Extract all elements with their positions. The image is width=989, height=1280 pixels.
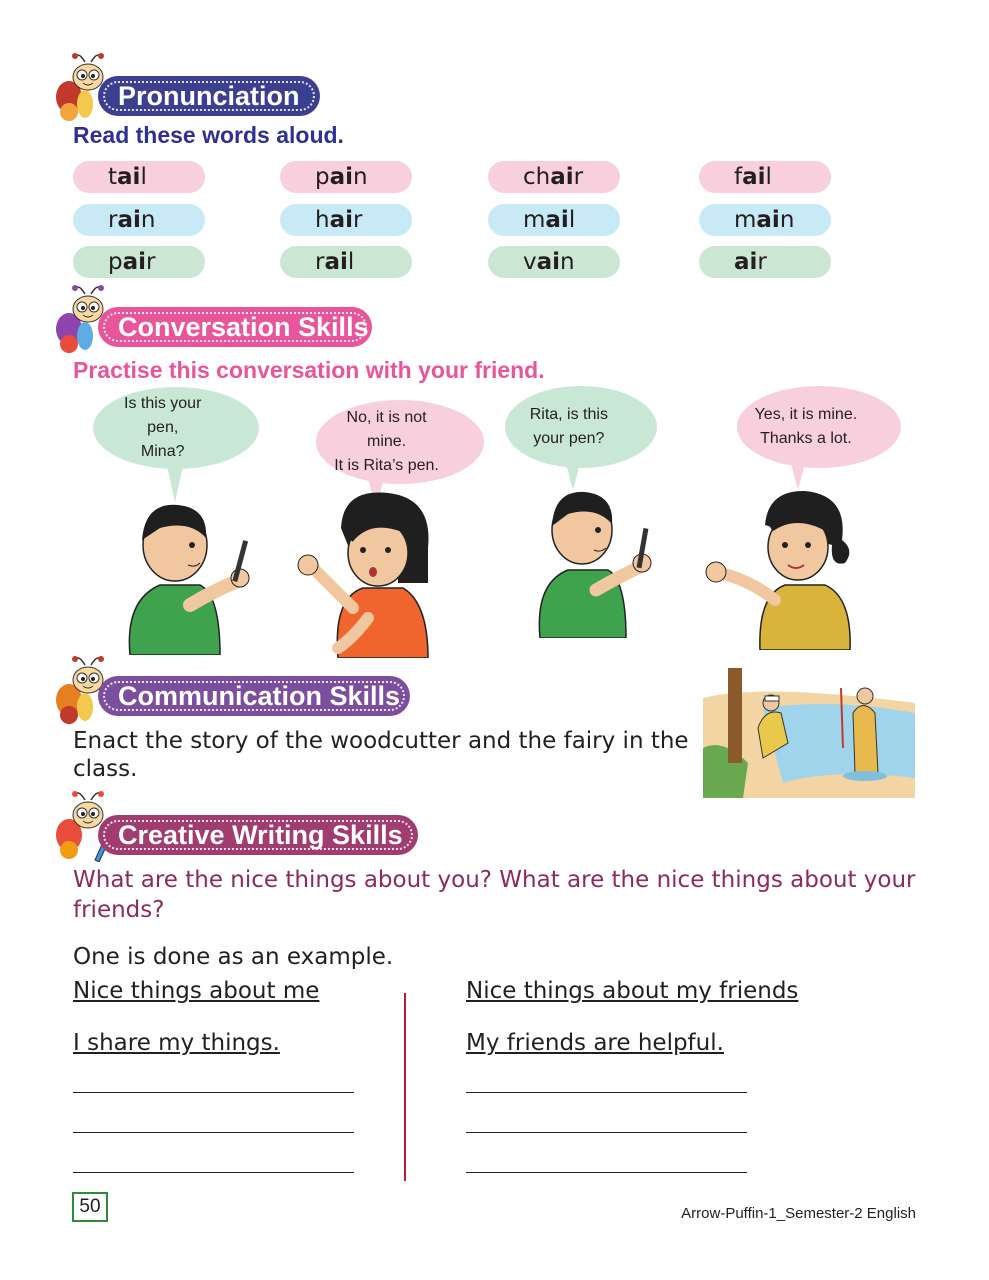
word-pill [699,161,831,193]
word-suffix: r [352,207,363,233]
speech-bubble-3 [505,386,657,468]
left-writing-line[interactable] [73,1172,354,1173]
word-prefix: t [108,164,118,190]
word-pill [280,246,412,278]
word-prefix: r [315,249,325,275]
communication-banner [98,676,410,716]
communication-text-line1: Enact the story of the woodcutter and the fairy in the [73,728,689,754]
book-title: Arrow-Puffin-1_Semester-2 English [681,1205,916,1222]
communication-text-line2: class. [73,756,138,782]
bubble-3-line1: Rita, is this [529,406,608,423]
left-column-example: I share my things. [73,1030,280,1056]
creative-question-line1: What are the nice things about you? What are the nice things about your [73,867,916,893]
word-pill [280,204,412,236]
word-vowel-pair: ai [734,249,758,275]
word-pill [488,246,620,278]
word-suffix: n [140,207,156,233]
word-pill [73,161,205,193]
word-prefix: r [108,207,118,233]
communication-title: Communication Skills [118,681,401,711]
woodcutter-and-fairy-illustration [703,668,915,798]
word-prefix: m [734,207,757,233]
left-column-heading: Nice things about me [73,978,320,1004]
word-pill [699,204,831,236]
girl-rita-illustration [700,485,865,650]
boy-holding-pen-illustration [120,490,270,655]
word-vowel-pair: ai [117,207,141,233]
conversation-title: Conversation Skills [118,312,369,342]
creative-title: Creative Writing Skills [118,820,403,850]
word-suffix: l [765,164,772,190]
girl-mina-illustration [293,488,443,658]
word-pill [488,161,620,193]
bubble-3-line2: your pen? [533,430,605,447]
conversation-instruction: Practise this conversation with your friend. [73,357,545,383]
word-vowel-pair: ai [756,207,780,233]
word-suffix: r [146,249,156,275]
word-pill [699,246,831,278]
bubble-2-line1: No, it is not mine. [346,409,427,450]
speech-bubble-1 [93,387,259,469]
conversation-banner [98,307,372,347]
bubble-1-line1: Is this your pen, [124,395,202,436]
word-prefix: p [315,164,330,190]
bubble-4-line1: Yes, it is mine. [754,406,858,423]
word-suffix: l [347,249,355,275]
word-prefix: ch [523,164,551,190]
word-prefix: m [523,207,546,233]
pronunciation-banner [98,76,320,116]
speech-bubble-2 [316,400,484,484]
right-writing-line[interactable] [466,1092,747,1093]
left-writing-line[interactable] [73,1092,354,1093]
word-vowel-pair: ai [122,249,147,275]
word-vowel-pair: ai [329,164,354,190]
example-note: One is done as an example. [73,944,394,970]
word-vowel-pair: ai [329,207,353,233]
pronunciation-title: Pronunciation [118,81,300,111]
word-prefix: p [108,249,123,275]
bubble-4-line2: Thanks a lot. [760,430,852,447]
left-writing-line[interactable] [73,1132,354,1133]
word-vowel-pair: ai [324,249,348,275]
creative-banner [98,815,418,855]
word-suffix: r [573,164,584,190]
speech-bubble-4 [737,386,901,468]
word-vowel-pair: ai [550,164,574,190]
page-number: 50 [72,1192,108,1222]
word-pill [73,246,205,278]
bubble-2-line2: It is Rita’s pen. [334,457,439,474]
word-suffix: n [779,207,795,233]
right-writing-line[interactable] [466,1172,747,1173]
word-pill [280,161,412,193]
word-suffix: l [140,164,147,190]
word-suffix: n [353,164,368,190]
word-vowel-pair: ai [742,164,766,190]
word-suffix: l [568,207,576,233]
word-vowel-pair: ai [545,207,569,233]
creative-question-line2: friends? [73,897,165,923]
word-prefix: h [315,207,330,233]
right-writing-line[interactable] [466,1132,747,1133]
right-column-example: My friends are helpful. [466,1030,724,1056]
word-prefix: v [523,249,537,275]
word-vowel-pair: ai [117,164,141,190]
word-suffix: r [757,249,767,275]
boy-holding-pen-illustration [530,478,670,638]
column-divider [404,993,406,1181]
word-pill [488,204,620,236]
bubble-1-line2: Mina? [140,443,185,460]
word-suffix: n [560,249,575,275]
right-column-heading: Nice things about my friends [466,978,799,1004]
pronunciation-instruction: Read these words aloud. [73,122,344,148]
word-vowel-pair: ai [536,249,561,275]
word-pill [73,204,205,236]
word-prefix: f [734,164,743,190]
